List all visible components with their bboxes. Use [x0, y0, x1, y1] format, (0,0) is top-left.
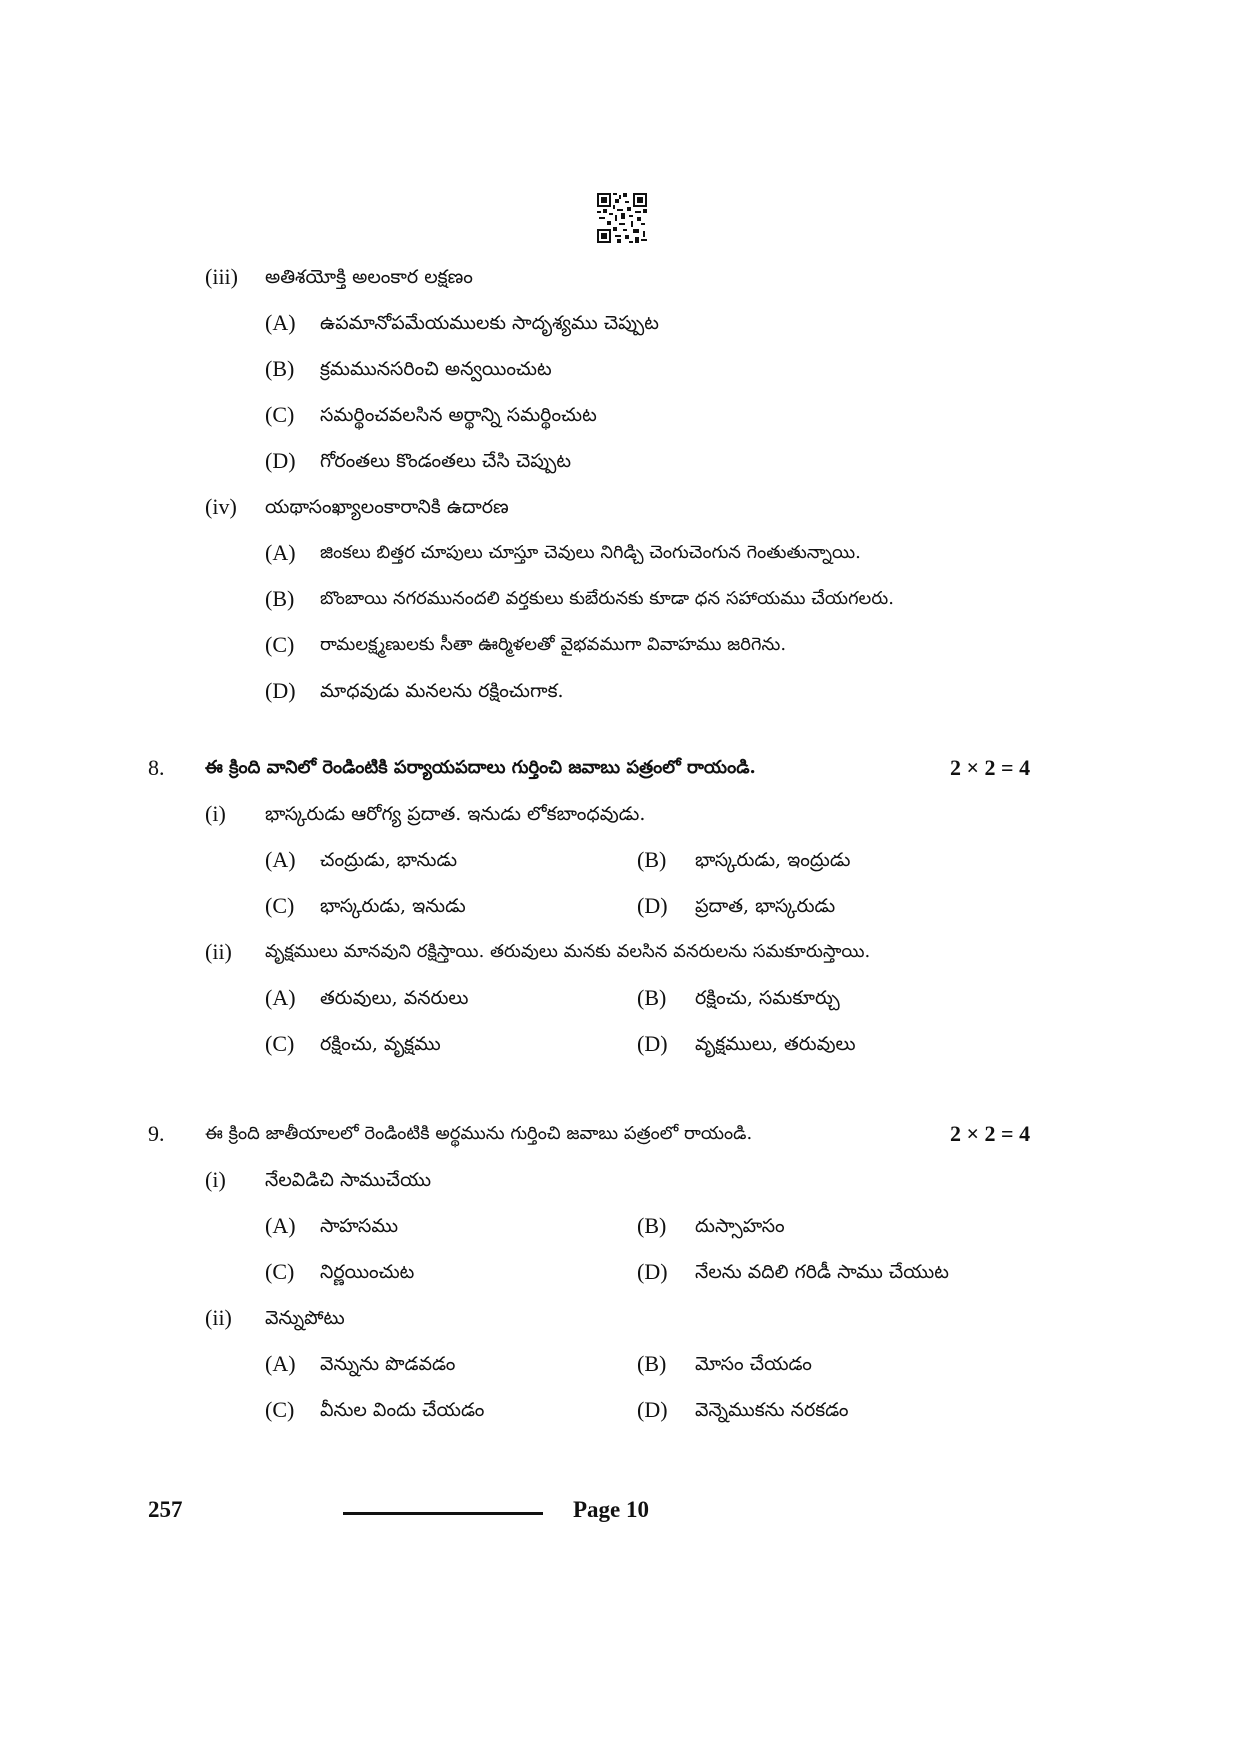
option-label: (A) — [265, 847, 296, 872]
marks: 2 × 2 = 4 — [950, 755, 1031, 780]
option-label: (D) — [265, 678, 296, 703]
option-text: వృక్షములు, తరువులు — [695, 1033, 856, 1055]
question-number: (ii) — [205, 939, 232, 964]
question-instruction: ఈ క్రింది వానిలో రెండింటికి పర్యాయపదాలు గుర్తించి జవాబు పత్రంలో రాయండి. — [205, 757, 756, 778]
option-label: (C) — [265, 1397, 295, 1422]
qr-code — [597, 193, 647, 243]
question-text: అతిశయోక్తి అలంకార లక్షణం — [265, 266, 473, 288]
question-number: (iv) — [205, 494, 237, 519]
question-number: (ii) — [205, 1305, 232, 1330]
option-label: (C) — [265, 1031, 295, 1056]
question-text: భాస్కరుడు ఆరోగ్య ప్రదాత. ఇనుడు లోకబాంధవుడు. — [265, 803, 646, 825]
option-text: భాస్కరుడు, ఇనుడు — [320, 895, 466, 917]
option-label: (A) — [265, 540, 296, 565]
option-text: వీనుల విందు చేయడం — [320, 1399, 485, 1421]
paper-code: 257 — [148, 1497, 183, 1522]
option-label: (A) — [265, 1351, 296, 1376]
option-label: (A) — [265, 985, 296, 1010]
option-label: (D) — [637, 1397, 668, 1422]
footer-divider — [343, 1512, 543, 1515]
option-text: వెన్నెముకను నరకడం — [695, 1399, 849, 1421]
option-text: రక్షించు, సమకూర్చు — [695, 987, 840, 1009]
option-text: నేలను వదిలి గరిడీ సాము చేయుట — [695, 1261, 949, 1283]
question-text: వృక్షములు మానవుని రక్షిస్తాయి. తరువులు మనకు వలసిన వనరులను సమకూరుస్తాయి. — [265, 941, 871, 962]
question-number: (iii) — [205, 264, 238, 289]
question-number: 8. — [148, 755, 165, 780]
question-text: నేలవిడిచి సాముచేయు — [265, 1169, 432, 1191]
option-label: (D) — [265, 448, 296, 473]
option-text: సాహసము — [320, 1215, 399, 1237]
option-text: మాధవుడు మనలను రక్షించుగాక. — [320, 680, 564, 702]
option-text: గోరంతలు కొండంతలు చేసి చెప్పుట — [320, 450, 571, 472]
option-label: (B) — [637, 985, 667, 1010]
option-text: మోసం చేయడం — [695, 1353, 812, 1375]
option-label: (B) — [265, 356, 295, 381]
question-text: యథాసంఖ్యాలంకారానికి ఉదారణ — [265, 496, 509, 518]
option-label: (B) — [637, 1351, 667, 1376]
option-text: సమర్థించవలసిన అర్థాన్ని సమర్థించుట — [320, 404, 597, 426]
option-text: ప్రదాత, భాస్కరుడు — [695, 895, 836, 917]
option-text: వెన్నును పొడవడం — [320, 1353, 456, 1375]
option-text: ఉపమానోపమేయములకు సాదృశ్యము చెప్పుట — [320, 312, 659, 334]
marks: 2 × 2 = 4 — [950, 1121, 1031, 1146]
option-text: చంద్రుడు, భానుడు — [320, 849, 458, 871]
option-text: భాస్కరుడు, ఇంద్రుడు — [695, 849, 851, 871]
option-label: (D) — [637, 1031, 668, 1056]
option-label: (B) — [265, 586, 295, 611]
option-label: (D) — [637, 893, 668, 918]
option-label: (A) — [265, 310, 296, 335]
option-text: రామలక్ష్మణులకు సీతా ఊర్మిళలతో వైభవముగా వివాహము జరిగెను. — [320, 634, 787, 655]
option-label: (B) — [637, 847, 667, 872]
option-label: (D) — [637, 1259, 668, 1284]
question-number: (i) — [205, 801, 226, 826]
option-text: జింకలు బిత్తర చూపులు చూస్తూ చెవులు నిగిడ్చి చెంగుచెంగున గెంతుతున్నాయి. — [320, 542, 861, 563]
option-text: బొంబాయి నగరమునందలి వర్తకులు కుబేరునకు కూడా ధన సహాయము చేయగలరు. — [320, 588, 894, 609]
option-text: దుస్సాహసం — [695, 1215, 785, 1237]
question-text: వెన్నుపోటు — [265, 1307, 345, 1329]
option-text: రక్షించు, వృక్షము — [320, 1033, 441, 1055]
option-text: తరువులు, వనరులు — [320, 987, 469, 1009]
option-label: (C) — [265, 1259, 295, 1284]
option-label: (A) — [265, 1213, 296, 1238]
option-label: (C) — [265, 402, 295, 427]
option-text: నిర్ణయించుట — [320, 1261, 415, 1283]
option-label: (C) — [265, 893, 295, 918]
question-number: 9. — [148, 1121, 165, 1146]
question-number: (i) — [205, 1167, 226, 1192]
page-number: Page 10 — [573, 1497, 650, 1522]
option-text: క్రమమునసరించి అన్వయించుట — [320, 358, 552, 380]
option-label: (B) — [637, 1213, 667, 1238]
option-label: (C) — [265, 632, 295, 657]
question-instruction: ఈ క్రింది జాతీయాలలో రెండింటికి అర్థమును గుర్తించి జవాబు పత్రంలో రాయండి. — [205, 1123, 753, 1144]
